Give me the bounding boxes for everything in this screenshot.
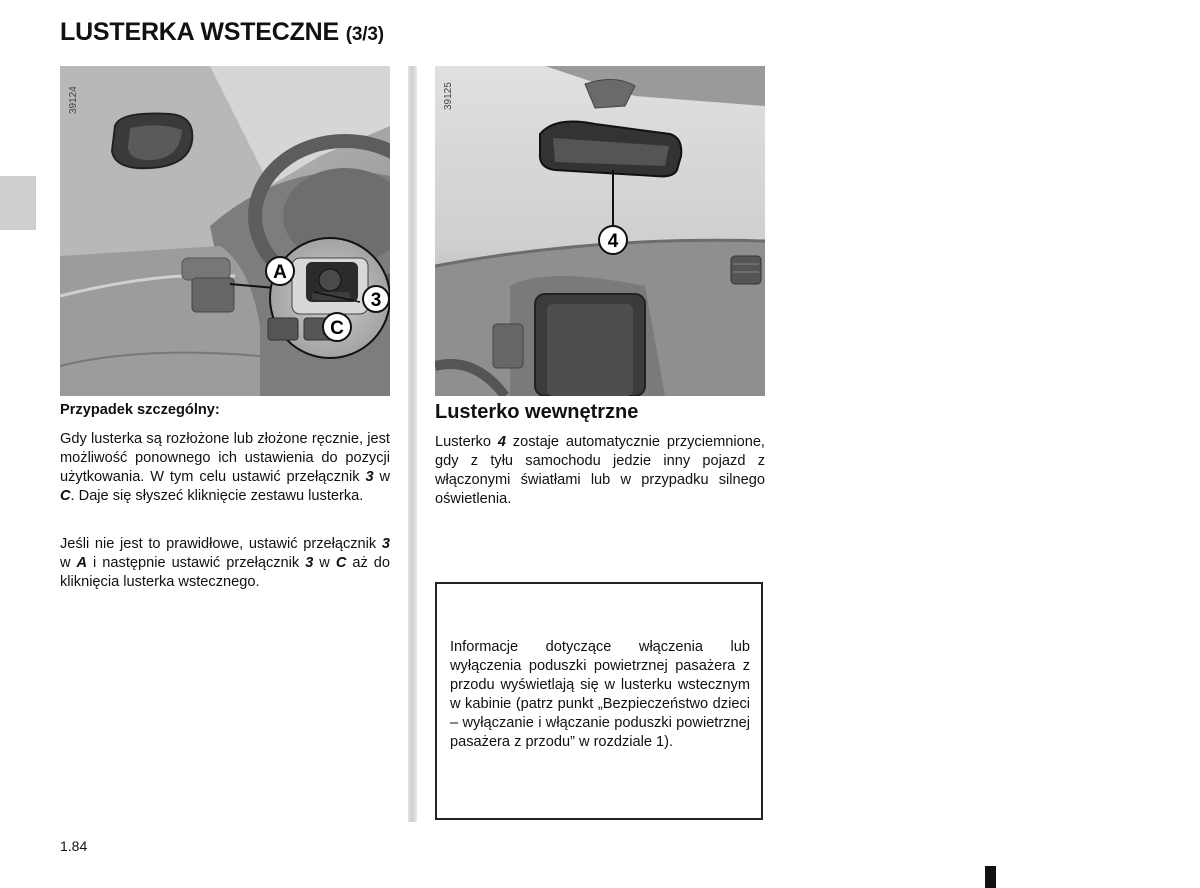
callout-a [266,257,294,285]
column-divider [408,66,417,822]
text-run: i następnie ustawić przełącznik [87,555,306,571]
text-run: w [313,555,336,571]
text-run: zostaje automatycznie przyciemnione, gdy z tyłu samochodu jedzie inny pojazd z włączonymi światłami lub w przypadku silnego oświetlenia. [435,434,765,507]
interior-mirror-paragraph [435,433,765,509]
text-run: Lusterko [435,434,498,450]
special-case-heading: Przypadek szczególny: [60,402,220,418]
callout-a-label: A [273,262,287,283]
callout-c-label: C [330,318,344,339]
text-run: w [373,469,391,485]
reference-4: 4 [497,434,506,450]
text-run: Gdy lusterka są rozłożone lub złożone ręcznie, jest możliwość ponownego ich ustawienia do pozycji użytkowania. W tym celu ustawić przełącznik [60,431,390,485]
page-number: 1.84 [60,838,88,854]
callout-4-label: 4 [607,231,619,252]
page-edge-marker [985,866,996,888]
page-title-suffix: (3/3) [345,24,384,45]
reference-3: 3 [365,469,374,485]
text-run: w [60,555,77,571]
callout-3 [363,286,389,312]
page-title-text: LUSTERKA WSTECZNE [60,18,339,46]
figure-code-left: 39124 [68,86,79,114]
door-mirror-switch-drawing [60,66,390,396]
airbag-note-box [435,582,763,820]
interior-mirror-illustration [435,66,765,396]
chapter-tab [0,176,36,230]
callout-c [323,313,351,341]
text-run: Jeśli nie jest to prawidłowe, ustawić przełącznik [60,536,382,552]
interior-mirror-heading: Lusterko wewnętrzne [435,401,639,423]
callout-4 [599,226,627,254]
text-run: aż do kliknięcia lusterka wstecznego. [60,555,391,590]
special-case-paragraph-1 [60,430,390,506]
figure-code-right: 39125 [443,82,454,110]
page-title [60,18,384,47]
reference-3: 3 [381,536,390,552]
callout-3-label: 3 [370,290,382,311]
reference-3: 3 [305,555,314,571]
airbag-note-text [450,638,750,752]
text-run: . Daje się słyszeć kliknięcie zestawu lusterka. [70,488,364,504]
airbag-note-paragraph: Informacje dotyczące włączenia lub wyłączenia poduszki powietrznej pasażera z przodu wyświetlają się w lusterku wstecznym w kabinie (patrz punkt „Bezpieczeństwo dzieci – wyłączanie i włączanie poduszki powietrznej pasażera z przodu” w rozdziale 1). [450,639,750,750]
reference-c: C [60,488,71,504]
reference-a: A [76,555,88,571]
door-mirror-switch-illustration [60,66,390,396]
interior-mirror-drawing [435,66,765,396]
reference-c: C [335,555,347,571]
special-case-paragraph-2 [60,535,390,592]
